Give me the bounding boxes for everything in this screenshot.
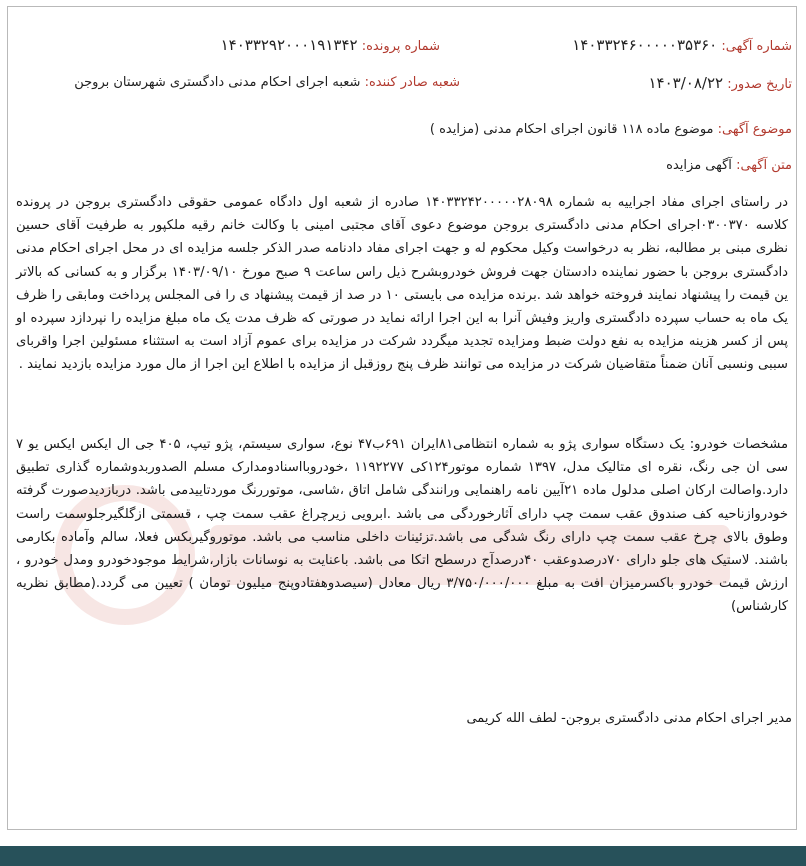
auction-body-paragraph: در راستای اجرای مفاد اجراییه به شماره ۱۴۰۳۳۲۴۲۰۰۰۰۰۲۸۰۹۸ صادره از شعبه اول دادگاه عمومی حقوقی دادگستری بروجن در پرونده کلاسه ۰۳۰۰۳۷۰اجرای احکام مدنی دادگستری بروجن موضوع دعوی آقای مجتبی امینی با وکالت خانم رقیه ملکپور به طرفیت آقای حسین نظری مبنی بر مطالبه، نظر به درخواست وکیل محکوم له و جهت اجرای مفاد دادنامه صدر الذکر جلسه مزایده ای در محل اجرای احکام مدنی دادگستری بروجن با حضور نماینده دادستان جهت فروش خودروبشرح ذیل راس ساعت ۹ صبح مورخ ۱۴۰۳/۰۹/۱۰ برگزار و به کسانی که بالاتر ین قیمت را پیشنهاد نمایند فروخته خواهد شد .برنده مزایده می بایستی ۱۰ در صد از قیمت پیشنهاد ی را فی المجلس پرداخت ومابقی را ظرف یک ماه به حساب سپرده دادگستری واریز وفیش آنرا به این اجرا ارائه نماید در صورتی که ظرف مدت یک ماه مبلغ مزایده را نپردازد سپرده او پس از کسر هزینه مزایده به نفع دولت ضبط ومزایده تجدید میگردد شرکت در مزایده برای عموم آزاد است به استثناء مسئولین اجرا واقربای سببی ونسبی آنان ضمناً متقاضیان شرکت در مزایده می توانند ظرف پنج روزقبل از مزایده با اطلاع این اجرا از مال مورد مزایده بازدید نمایند . xyxy=(16,195,788,373)
case-number-label: شماره پرونده: xyxy=(361,39,440,54)
vehicle-spec-paragraph: مشخصات خودرو: یک دستگاه سواری پژو به شماره انتظامی۸۱ایران ۶۹۱ب۴۷ نوع، سواری سیستم، پژو تیپ، ۴۰۵ جی ال ایکس ایکس یو ۷ سی ان جی رنگ، نقره ای متالیک مدل، ۱۳۹۷ شماره موتور۱۲۴کی ۱۱۹۲۲۷۷ ،خودروبااسنادومدارک مسلم الصدوربدوشماره گذاری تطبیق دارد.واصالت ارکان اصلی مدلول ماده ۲۱آیین نامه راهنمایی ورانندگی شامل اتاق ،شاسی، موتوررنگ موردتاییدمی باشد. دربازدیدصورت گرفته خودروازناحیه کف صندوق عقب سمت چپ دارای آثارخوردگی می باشد .ابرویی زیرچراغ عقب سمت چپ ، قسمتی ازگلگیرجلوسمت راست وطوق بالای چرخ عقب سمت چپ دارای رنگ شدگی می باشد.تزئینات داخلی مناسب می باشد. موتوروگیربکس فعلا، سالم وآماده بکارمی باشند. لاستیک های جلو دارای ۷۰درصدوعقب ۴۰درصدآج درسطح اتکا می باشد. باعنایت به نوسانات بازار،شرایط موجودخودرو ومدل خودرو ، ارزش قیمت خودرو باکسرمیزان افت به مبلغ ۳/۷۵۰/۰۰۰/۰۰۰ ریال معادل (سیصدوهفتادوپنج میلیون تومان ) تعیین می گردد.(مطابق نظریه کارشناس) xyxy=(16,437,789,615)
case-number-value: ۱۴۰۳۳۲۹۲۰۰۰۱۹۱۳۴۲ xyxy=(220,36,358,54)
issue-date xyxy=(649,74,793,94)
issue-date-label: تاریخ صدور: xyxy=(727,77,792,92)
issuer xyxy=(74,74,460,92)
notice-text xyxy=(666,157,792,175)
notice-text-label: متن آگهی: xyxy=(736,158,792,173)
issuer-value: شعبه اجرای احکام مدنی دادگستری شهرستان بروجن xyxy=(74,75,361,90)
signature: مدیر اجرای احکام مدنی دادگستری بروجن- لطف الله کریمی xyxy=(466,711,792,726)
notice-number xyxy=(572,36,792,56)
notice-number-label: شماره آگهی: xyxy=(721,39,792,54)
issue-date-value: ۱۴۰۳/۰۸/۲۲ xyxy=(648,74,724,92)
notice-number-value: ۱۴۰۳۳۲۴۶۰۰۰۰۰۳۵۳۶۰ xyxy=(572,36,718,54)
notice-text-value: آگهی مزایده xyxy=(666,158,732,173)
issuer-label: شعبه صادر کننده: xyxy=(364,75,460,90)
subject-value: موضوع ماده ۱۱۸ قانون اجرای احکام مدنی (مزایده ) xyxy=(429,122,714,137)
subject xyxy=(430,121,792,139)
case-number xyxy=(221,36,440,56)
subject-label: موضوع آگهی: xyxy=(717,122,792,137)
bottom-bar xyxy=(0,846,806,866)
